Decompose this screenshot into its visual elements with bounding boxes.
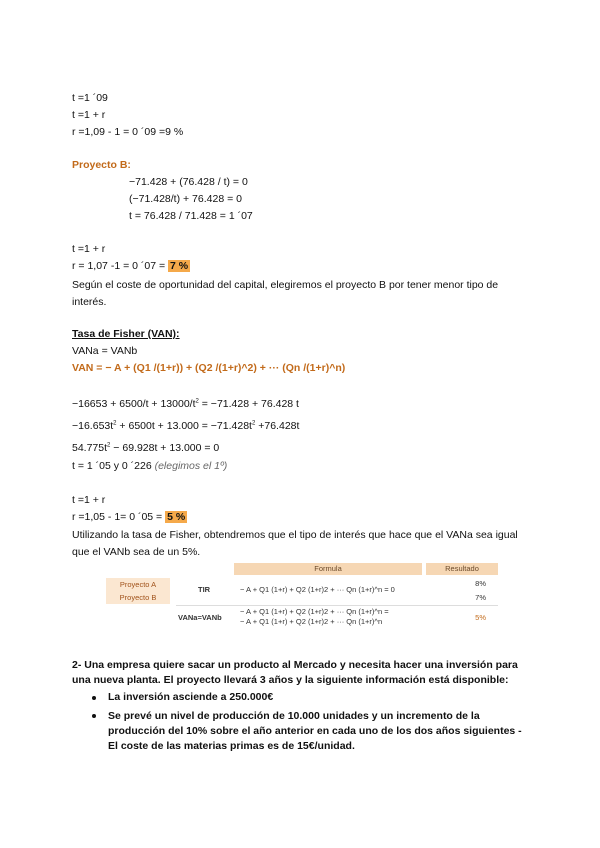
eq-part: + 6500t + 13.000 = −71.428t (116, 420, 252, 432)
cell-van: VANa=VANb (178, 613, 222, 622)
equation: t = 76.428 / 71.428 = 1 ´07 (129, 210, 253, 222)
result-line (72, 260, 190, 273)
text: r =1,05 - 1= 0 ´05 = (72, 511, 166, 523)
equation: −71.428 + (76.428 / t) = 0 (129, 176, 248, 188)
cell-tir: TIR (198, 585, 211, 594)
exponent: 2 (107, 442, 111, 449)
list-item: La inversión asciende a 250.000€ (108, 691, 274, 703)
list-item: Se prevé un nivel de producción de 10.000 unidades y un incremento de la producción del 10% sobre el año anterior en cada uno de los dos años siguientes - El coste de las materias primas es de 15€/unidad. (108, 710, 522, 752)
cell-van-formula-2: − A + Q1 (1+r) + Q2 (1+r)2 + ··· Qn (1+r)^n (240, 617, 383, 626)
text-line: t =1 + r (72, 494, 106, 506)
cell-result-b: 7% (475, 593, 486, 602)
eq-part: = −71.428 + 76.428 t (198, 398, 299, 410)
equation (72, 420, 299, 433)
cell-tir-formula: − A + Q1 (1+r) + Q2 (1+r)2 + ··· Qn (1+r)^n = 0 (240, 585, 395, 594)
eq-part: t = 1 ´05 y 0 ´226 (72, 460, 155, 472)
exponent: 2 (195, 398, 199, 405)
bullet-icon (92, 696, 96, 700)
result-line (72, 511, 187, 524)
exponent: 2 (113, 420, 117, 427)
cell-van-formula-1: − A + Q1 (1+r) + Q2 (1+r)2 + ··· Qn (1+r)^n = (240, 607, 389, 616)
paragraph: Utilizando la tasa de Fisher, obtendremos que el tipo de interés que hace que el VANa sea igual que el VANb sea de un 5%. (72, 529, 518, 558)
text-line: r =1,09 - 1 = 0 ´09 =9 % (72, 126, 184, 138)
row-divider (176, 605, 498, 606)
eq-part: −16.653t (72, 420, 114, 432)
eq-part: 54.775t (72, 442, 108, 454)
paragraph: Según el coste de oportunidad del capital, elegiremos el proyecto B por tener menor tipo de interés. (72, 279, 499, 308)
text-line: t =1 + r (72, 109, 106, 121)
eq-part: −16653 + 6500/t + 13000/t (72, 398, 196, 410)
van-formula: VAN = − A + (Q1 /(1+r)) + (Q2 /(1+r)^2) + ··· (Qn /(1+r)^n) (72, 362, 346, 374)
note: (elegimos el 1º) (154, 460, 228, 472)
bullet-icon (92, 714, 96, 718)
text-line: VANa = VANb (72, 345, 138, 357)
section-title-fisher: Tasa de Fisher (VAN): (72, 328, 180, 340)
equation (72, 442, 219, 455)
eq-part: − 69.928t + 13.000 = 0 (110, 442, 220, 454)
equation (72, 398, 299, 411)
exponent: 2 (251, 420, 256, 427)
highlight-result: 5 % (167, 511, 186, 523)
equation (72, 460, 227, 473)
eq-part: +76.428t (255, 420, 300, 432)
summary-table (106, 563, 498, 633)
text-line: t =1 ´09 (72, 92, 108, 104)
highlight-result: 7 % (170, 260, 189, 272)
row-label-proyecto-b: Proyecto B (106, 591, 170, 604)
equation: (−71.428/t) + 76.428 = 0 (129, 193, 242, 205)
text: r = 1,07 -1 = 0 ´07 = (72, 260, 169, 272)
header-result: Resultado (426, 563, 498, 575)
question-2-intro: 2- Una empresa quiere sacar un producto al Mercado y necesita hacer una inversión para una nueva planta. El proyecto llevará 3 años y la siguiente información está disponible: (72, 659, 518, 686)
header-formula: Formula (234, 563, 422, 575)
cell-result-a: 8% (475, 579, 486, 588)
row-label-proyecto-a: Proyecto A (106, 578, 170, 591)
section-title-proyecto-b: Proyecto B: (72, 159, 131, 171)
cell-result-van: 5% (475, 613, 486, 622)
text-line: t =1 + r (72, 243, 106, 255)
